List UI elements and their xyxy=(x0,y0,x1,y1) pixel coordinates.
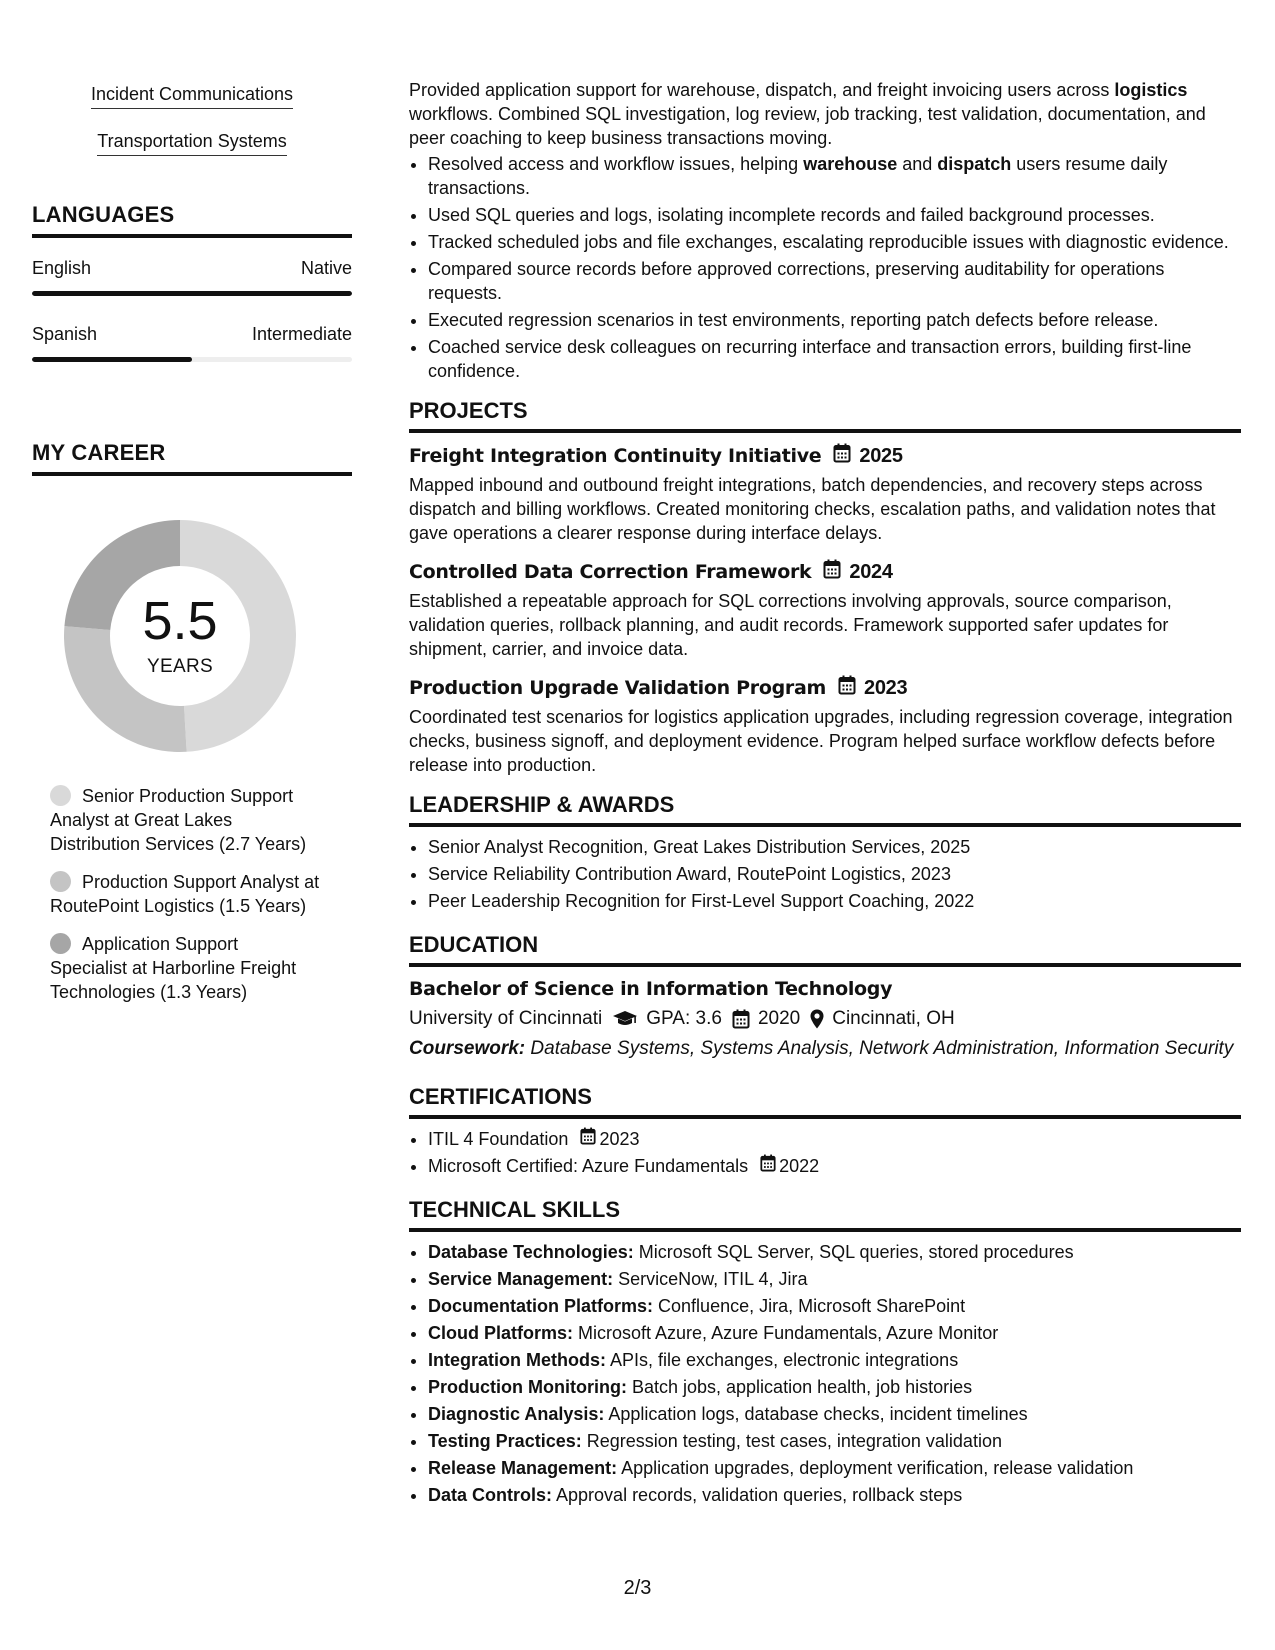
skill-value: Application upgrades, deployment verification, release validation xyxy=(617,1458,1134,1478)
career-years-unit: YEARS xyxy=(147,656,213,677)
skill-value: Approval records, validation queries, rollback steps xyxy=(552,1485,963,1505)
language-name: Spanish xyxy=(32,324,98,344)
skill-item xyxy=(428,1483,1241,1507)
project-title: Production Upgrade Validation Program xyxy=(409,677,827,699)
skill-value: APIs, file exchanges, electronic integrations xyxy=(606,1350,959,1370)
experience-bullets xyxy=(409,152,1241,383)
career-total-years: 5.5 xyxy=(142,591,218,651)
project-description: Established a repeatable approach for SQL corrections involving approvals, source comparison, validation queries, rollback planning, and audit records. Framework supported safer updates for shipment, carrier, and invoice data. xyxy=(409,591,1172,659)
degree-title: Bachelor of Science in Information Technology xyxy=(409,978,893,1000)
project-year: 2024 xyxy=(849,561,893,583)
certification-name: • ITIL 4 Foundation xyxy=(428,1129,569,1149)
languages-heading: LANGUAGES xyxy=(32,202,352,238)
skill-label: Production Monitoring: xyxy=(428,1377,627,1397)
skill-item xyxy=(428,1321,1241,1345)
skill-value: Microsoft SQL Server, SQL queries, stored procedures xyxy=(633,1242,1074,1262)
skill-value: Confluence, Jira, Microsoft SharePoint xyxy=(653,1296,966,1316)
skill-label: Diagnostic Analysis: xyxy=(428,1404,605,1424)
career-legend xyxy=(50,784,320,1004)
skill-label: Integration Methods: xyxy=(428,1350,606,1370)
experience-bullet xyxy=(428,152,1241,200)
bullet-text: users resume daily transactions. xyxy=(428,154,1168,198)
language-bar-fill xyxy=(32,357,192,362)
skill-label: Data Controls: xyxy=(428,1485,553,1505)
language-level: Native xyxy=(300,258,352,278)
skill-item xyxy=(428,1348,1241,1372)
calendar-icon xyxy=(823,559,841,585)
experience-bullet: • Coached service desk colleagues on recurring interface and transaction errors, building first-line confidence. xyxy=(428,335,1241,383)
certification-item xyxy=(428,1127,1241,1151)
projects-heading: PROJECTS xyxy=(409,397,1241,433)
coursework-label: Coursework: xyxy=(409,1038,526,1059)
skill-item xyxy=(428,1456,1241,1480)
summary-text: Provided application support for warehouse, dispatch, and freight invoicing users across xyxy=(409,80,1115,100)
career-legend-item xyxy=(50,932,320,1004)
project-item xyxy=(409,443,1241,545)
skill-value: Regression testing, test cases, integration validation xyxy=(581,1431,1002,1451)
award-item: • Senior Analyst Recognition, Great Lakes Distribution Services, 2025 xyxy=(428,835,1241,859)
language-bar xyxy=(32,357,352,362)
skill-value: Batch jobs, application health, job histories xyxy=(626,1377,973,1397)
page-number: 2/3 xyxy=(623,1577,652,1599)
calendar-icon xyxy=(833,443,851,469)
school-name: University of Cincinnati xyxy=(409,1008,603,1029)
calendar-icon xyxy=(580,1127,596,1151)
language-bar xyxy=(32,291,352,296)
career-legend-item xyxy=(50,870,320,918)
tag-item: Transportation Systems xyxy=(97,131,286,156)
skill-label: Release Management: xyxy=(428,1458,618,1478)
project-description: Mapped inbound and outbound freight integrations, batch dependencies, and recovery steps across dispatch and billing workflows. Created monitoring checks, escalation paths, and validation notes that gave operations a clearer response during interface delays. xyxy=(409,475,1216,543)
skills-list xyxy=(409,1240,1241,1507)
bullet-text: Resolved access and workflow issues, helping xyxy=(428,154,804,174)
tag-list xyxy=(32,84,352,178)
skill-item xyxy=(428,1294,1241,1318)
coursework xyxy=(409,1037,1241,1061)
calendar-icon xyxy=(760,1154,776,1178)
calendar-icon xyxy=(838,675,856,701)
skill-value: Application logs, database checks, incident timelines xyxy=(604,1404,1028,1424)
skill-item xyxy=(428,1267,1241,1291)
skill-item xyxy=(428,1402,1241,1426)
coursework-list: Database Systems, Systems Analysis, Network Administration, Information Security xyxy=(525,1038,1234,1059)
skill-label: Cloud Platforms: xyxy=(428,1323,574,1343)
experience-bullet: • Tracked scheduled jobs and file exchanges, escalating reproducible issues with diagnostic evidence. xyxy=(428,230,1241,254)
project-item xyxy=(409,559,1241,661)
language-spanish xyxy=(32,324,352,362)
experience-bullet: • Executed regression scenarios in test environments, reporting patch defects before release. xyxy=(428,308,1241,332)
awards-list xyxy=(409,835,1241,913)
tag-item: Incident Communications xyxy=(91,84,293,109)
legend-label: Senior Production Support Analyst at Great Lakes Distribution Services (2.7 Years) xyxy=(50,786,307,854)
project-title-row xyxy=(409,559,1241,585)
education-heading: EDUCATION xyxy=(409,931,1241,967)
career-legend-item xyxy=(50,784,320,856)
certification-name: • Microsoft Certified: Azure Fundamentals xyxy=(428,1156,749,1176)
language-bar-fill xyxy=(32,291,352,296)
skill-value: ServiceNow, ITIL 4, Jira xyxy=(613,1269,808,1289)
project-year: 2023 xyxy=(864,677,908,699)
location-pin-icon xyxy=(810,1009,824,1029)
certifications-heading: CERTIFICATIONS xyxy=(409,1083,1241,1119)
experience-summary xyxy=(409,78,1241,150)
project-title: Freight Integration Continuity Initiative xyxy=(409,445,822,467)
award-item: • Peer Leadership Recognition for First-Level Support Coaching, 2022 xyxy=(428,889,1241,913)
certification-year: 2022 xyxy=(779,1156,820,1176)
legend-dot xyxy=(50,933,71,954)
experience-bullet: • Compared source records before approved corrections, preserving auditability for operations requests. xyxy=(428,257,1241,305)
main-content xyxy=(409,78,1241,1510)
language-english xyxy=(32,258,352,296)
skill-item xyxy=(428,1429,1241,1453)
language-name: English xyxy=(32,258,92,278)
legend-dot xyxy=(50,785,71,806)
legend-dot xyxy=(50,871,71,892)
career-heading: MY CAREER xyxy=(32,440,352,476)
school-location: Cincinnati, OH xyxy=(832,1008,955,1029)
certifications-list xyxy=(409,1127,1241,1178)
skill-label: Database Technologies: xyxy=(428,1242,634,1262)
graduation-cap-icon xyxy=(612,1010,638,1028)
career-donut-center xyxy=(54,510,306,762)
award-item: • Service Reliability Contribution Award, RoutePoint Logistics, 2023 xyxy=(428,862,1241,886)
skill-label: Documentation Platforms: xyxy=(428,1296,654,1316)
skills-heading: TECHNICAL SKILLS xyxy=(409,1196,1241,1232)
project-title: Controlled Data Correction Framework xyxy=(409,561,812,583)
legend-label: Application Support Specialist at Harborline Freight Technologies (1.3 Years) xyxy=(50,934,297,1002)
graduation-year: 2020 xyxy=(757,1008,801,1029)
project-title-row xyxy=(409,675,1241,701)
bullet-bold: warehouse xyxy=(803,154,898,174)
legend-label: Production Support Analyst at RoutePoint Logistics (1.5 Years) xyxy=(50,872,320,916)
experience-bullet: • Used SQL queries and logs, isolating incomplete records and failed background processes. xyxy=(428,203,1241,227)
skill-item xyxy=(428,1375,1241,1399)
skill-label: Service Management: xyxy=(428,1269,614,1289)
project-year: 2025 xyxy=(859,445,903,467)
awards-heading: LEADERSHIP & AWARDS xyxy=(409,791,1241,827)
skill-item xyxy=(428,1240,1241,1264)
project-item xyxy=(409,675,1241,777)
bullet-bold: dispatch xyxy=(937,154,1012,174)
summary-bold: logistics xyxy=(1114,80,1188,100)
skill-label: Testing Practices: xyxy=(428,1431,582,1451)
sidebar xyxy=(32,84,352,1018)
language-level: Intermediate xyxy=(251,324,352,344)
certification-year: 2023 xyxy=(599,1129,640,1149)
project-description: Coordinated test scenarios for logistics application upgrades, including regression coverage, integration checks, business signoff, and deployment evidence. Program helped surface workflow defects before release into production. xyxy=(409,707,1233,775)
career-donut-chart xyxy=(54,510,306,762)
calendar-icon xyxy=(732,1009,750,1029)
gpa: GPA: 3.6 xyxy=(646,1008,722,1029)
bullet-text: and xyxy=(897,154,938,174)
education-meta xyxy=(409,1007,1241,1031)
summary-text: workflows. Combined SQL investigation, log review, job tracking, test validation, documentation, and peer coaching to keep business transactions moving. xyxy=(409,104,1206,148)
skill-value: Microsoft Azure, Azure Fundamentals, Azure Monitor xyxy=(573,1323,999,1343)
project-title-row xyxy=(409,443,1241,469)
certification-item xyxy=(428,1154,1241,1178)
